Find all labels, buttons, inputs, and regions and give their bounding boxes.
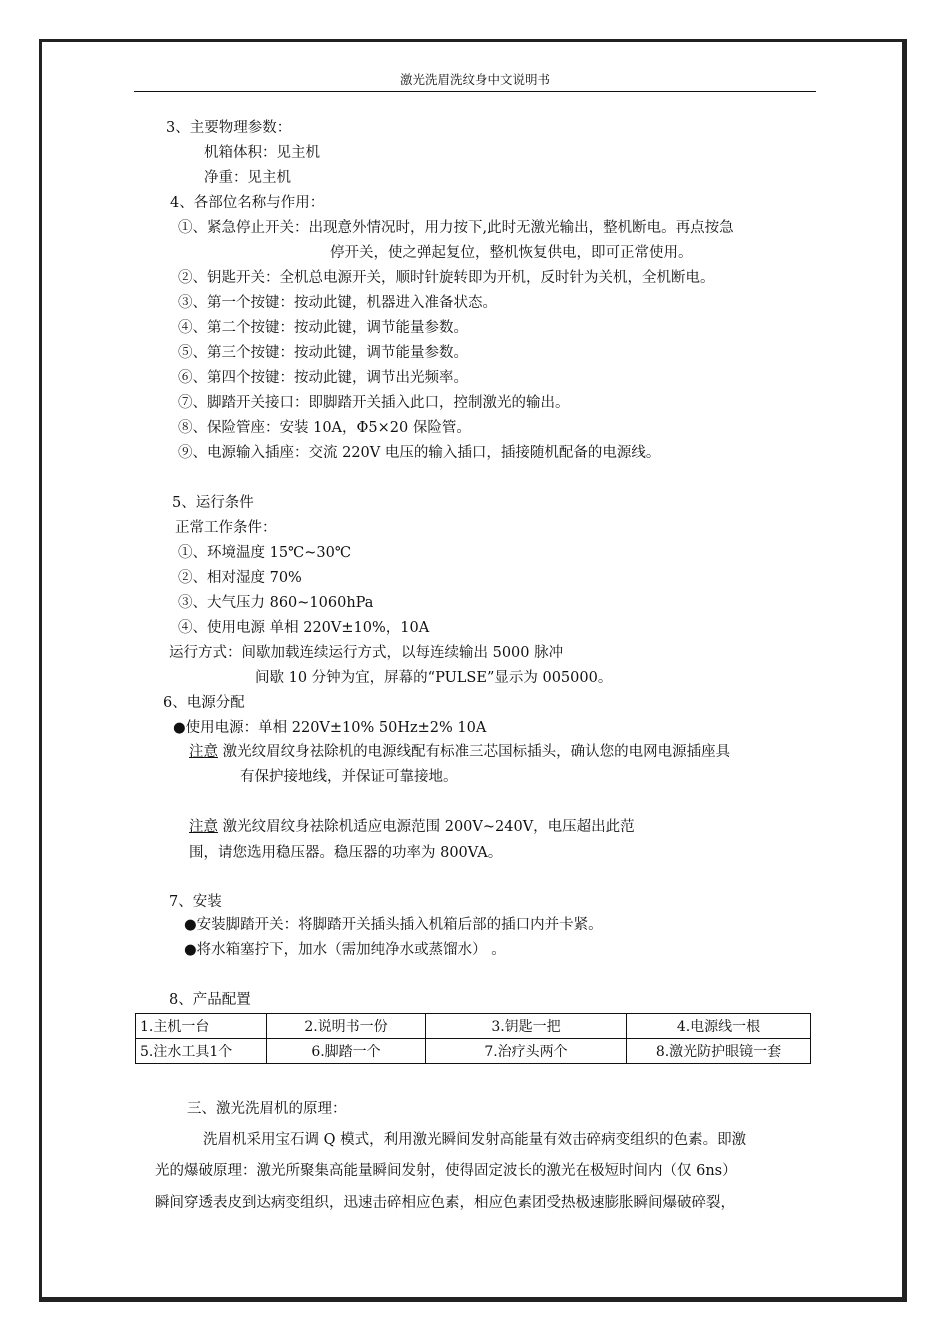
principle-paragraph-line-1: 洗眉机采用宝石调 Q 模式，利用激光瞬间发射高能量有效击碎病变组织的色素。即激 [203, 1132, 747, 1148]
part-item-1: ①、紧急停止开关：出现意外情况时，用力按下,此时无激光输出，整机断电。再点按急 [178, 220, 734, 236]
section-7-title: 7、安装 [169, 894, 222, 910]
power-spec: ●使用电源：单相 220V±10% 50Hz±2% 10A [173, 720, 487, 736]
section-8-title: 8、产品配置 [169, 992, 251, 1008]
table-cell: 2.说明书一份 [267, 1014, 426, 1039]
install-step-2: ●将水箱塞拧下，加水（需加纯净水或蒸馏水） 。 [184, 942, 506, 958]
condition-humidity: ②、相对湿度 70% [178, 570, 302, 586]
condition-temperature: ①、环境温度 15℃~30℃ [178, 545, 352, 561]
table-row [136, 1039, 811, 1064]
part-item-7: ⑦、脚踏开关接口：即脚踏开关插入此口，控制激光的输出。 [178, 395, 570, 411]
condition-power: ④、使用电源 单相 220V±10%，10A [178, 620, 430, 636]
table-cell: 4.电源线一根 [627, 1014, 811, 1039]
section-3-title: 3、主要物理参数： [166, 120, 292, 136]
part-item-4: ④、第二个按键：按动此键，调节能量参数。 [178, 320, 468, 336]
normal-conditions-title: 正常工作条件： [175, 520, 277, 536]
part-item-1-cont: 停开关，使之弹起复位，整机恢复供电，即可正常使用。 [330, 245, 693, 261]
table-cell: 6.脚踏一个 [267, 1039, 426, 1064]
run-mode: 运行方式：间歇加载连续运行方式，以每连续输出 5000 脉冲 [169, 645, 564, 661]
section-6-title: 6、电源分配 [163, 695, 245, 711]
weight-text: 净重：见主机 [204, 170, 291, 186]
run-mode-cont: 间歇 10 分钟为宜，屏幕的“PULSE”显示为 005000。 [255, 670, 613, 686]
principle-paragraph-line-3: 瞬间穿透表皮到达病变组织，迅速击碎相应色素，相应色素团受热极速膨胀瞬间爆破碎裂， [155, 1195, 735, 1211]
part-item-3: ③、第一个按键：按动此键，机器进入准备状态。 [178, 295, 497, 311]
product-config-table [135, 1013, 811, 1064]
part-item-8: ⑧、保险管座：安装 10A，Φ5×20 保险管。 [178, 420, 471, 436]
note-label: 注意 [189, 819, 218, 835]
note-2-cont: 围，请您选用稳压器。稳压器的功率为 800VA。 [189, 845, 503, 861]
table-cell: 7.治疗头两个 [426, 1039, 627, 1064]
principle-title: 三、激光洗眉机的原理： [187, 1101, 347, 1117]
principle-paragraph-line-2: 光的爆破原理：激光所聚集高能量瞬间发射，使得固定波长的激光在极短时间内（仅 6ns） [155, 1163, 737, 1179]
install-step-1: ●安装脚踏开关：将脚踏开关插头插入机箱后部的插口内并卡紧。 [184, 917, 603, 933]
note-1-cont: 有保护接地线，并保证可靠接地。 [240, 769, 458, 785]
table-cell: 3.钥匙一把 [426, 1014, 627, 1039]
condition-pressure: ③、大气压力 860~1060hPa [178, 595, 374, 611]
part-item-9: ⑨、电源输入插座：交流 220V 电压的输入插口，插接随机配备的电源线。 [178, 445, 661, 461]
part-item-2: ②、钥匙开关：全机总电源开关，顺时针旋转即为开机，反时针为关机，全机断电。 [178, 270, 715, 286]
note-2-text: 激光纹眉纹身祛除机适应电源范围 200V~240V，电压超出此范 [218, 819, 635, 835]
table-cell: 8.激光防护眼镜一套 [627, 1039, 811, 1064]
part-item-5: ⑤、第三个按键：按动此键，调节能量参数。 [178, 345, 468, 361]
table-cell: 5.注水工具1个 [136, 1039, 267, 1064]
note-label: 注意 [189, 744, 218, 760]
section-4-title: 4、各部位名称与作用： [170, 195, 325, 211]
volume-text: 机箱体积：见主机 [204, 145, 320, 161]
note-1-text: 激光纹眉纹身祛除机的电源线配有标准三芯国标插头，确认您的电网电源插座具 [218, 744, 731, 760]
table-cell: 1.主机一台 [136, 1014, 267, 1039]
note-2 [189, 817, 635, 837]
page-header: 激光洗眉洗纹身中文说明书 [134, 70, 816, 92]
part-item-6: ⑥、第四个按键：按动此键，调节出光频率。 [178, 370, 468, 386]
table-row [136, 1014, 811, 1039]
section-5-title: 5、运行条件 [172, 495, 254, 511]
note-1 [189, 742, 730, 762]
